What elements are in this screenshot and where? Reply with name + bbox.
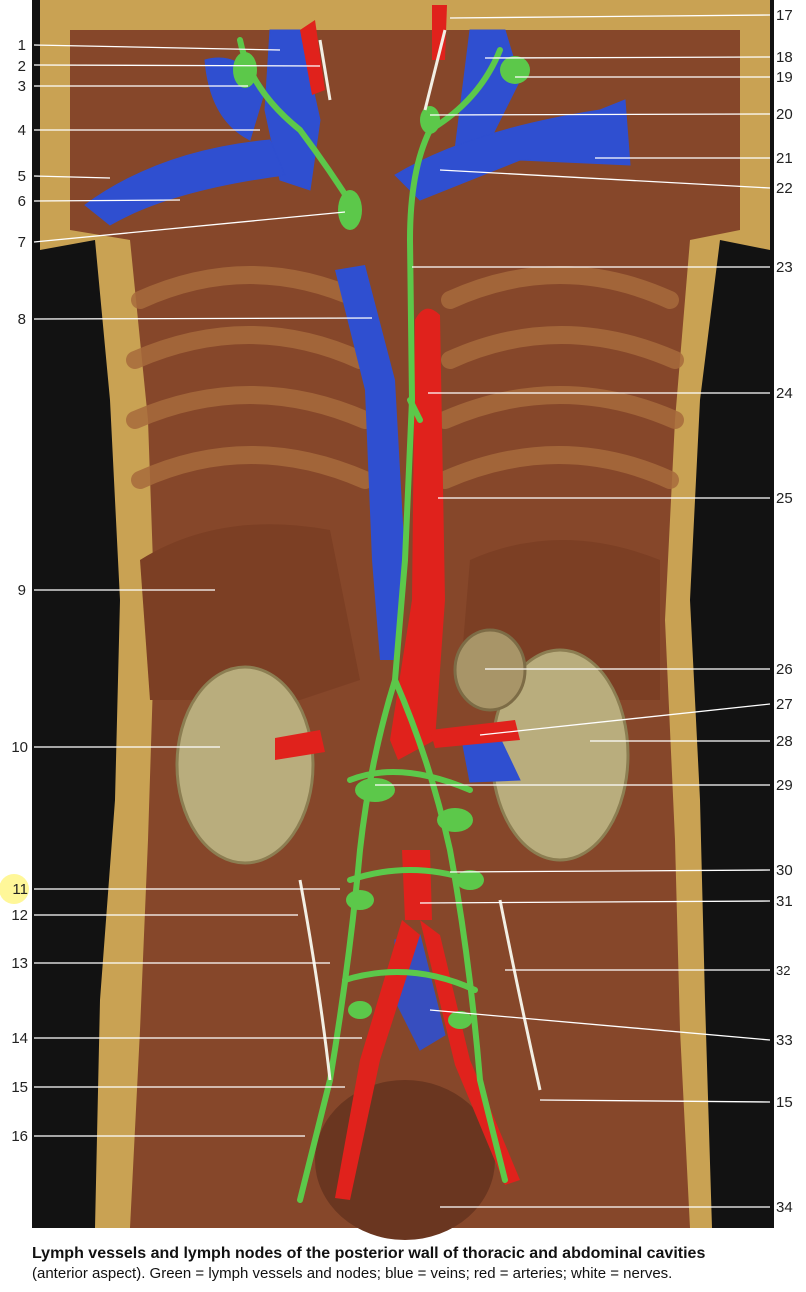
label-4: 4 [17,122,26,139]
label-12: 12 [11,907,28,924]
label-28: 28 [776,733,793,750]
label-20: 20 [776,106,793,123]
label-23: 23 [776,259,793,276]
label-33: 33 [776,1032,793,1049]
label-2: 2 [17,58,26,75]
label-25: 25 [776,490,793,507]
label-18: 18 [776,49,793,66]
label-32: 32 [776,963,791,978]
label-34: 34 [776,1199,793,1216]
label-14: 14 [11,1030,28,1047]
figure-caption [32,1244,802,1284]
caption-subtitle: (anterior aspect). Green = lymph vessels and nodes; blue = veins; red = arteries; white = nerves. [32,1265,673,1282]
label-13: 13 [11,955,28,972]
label-1: 1 [17,37,26,54]
label-22: 22 [776,180,793,197]
label-11: 11 [12,881,28,898]
label-29: 29 [776,777,793,794]
label-6: 6 [17,193,26,210]
label-9: 9 [17,582,26,599]
label-31: 31 [776,893,793,910]
label-17: 17 [776,7,793,24]
suprarenal-gland [455,630,525,710]
left-labels [0,37,29,1145]
label-24: 24 [776,385,793,402]
label-15-left: 15 [11,1079,28,1096]
right-labels [776,7,793,1216]
kidney-left [177,667,313,863]
label-26: 26 [776,661,793,678]
label-16: 16 [11,1128,28,1145]
label-15-right: 15 [776,1094,793,1111]
label-19: 19 [776,69,793,86]
label-8: 8 [17,311,26,328]
label-30: 30 [776,862,793,879]
label-21: 21 [776,150,793,167]
caption-title: Lymph vessels and lymph nodes of the posterior wall of thoracic and abdominal cavities [32,1245,706,1262]
label-5: 5 [17,168,26,185]
label-3: 3 [17,78,26,95]
label-10: 10 [11,739,28,756]
label-7: 7 [17,234,26,251]
label-27: 27 [776,696,793,713]
